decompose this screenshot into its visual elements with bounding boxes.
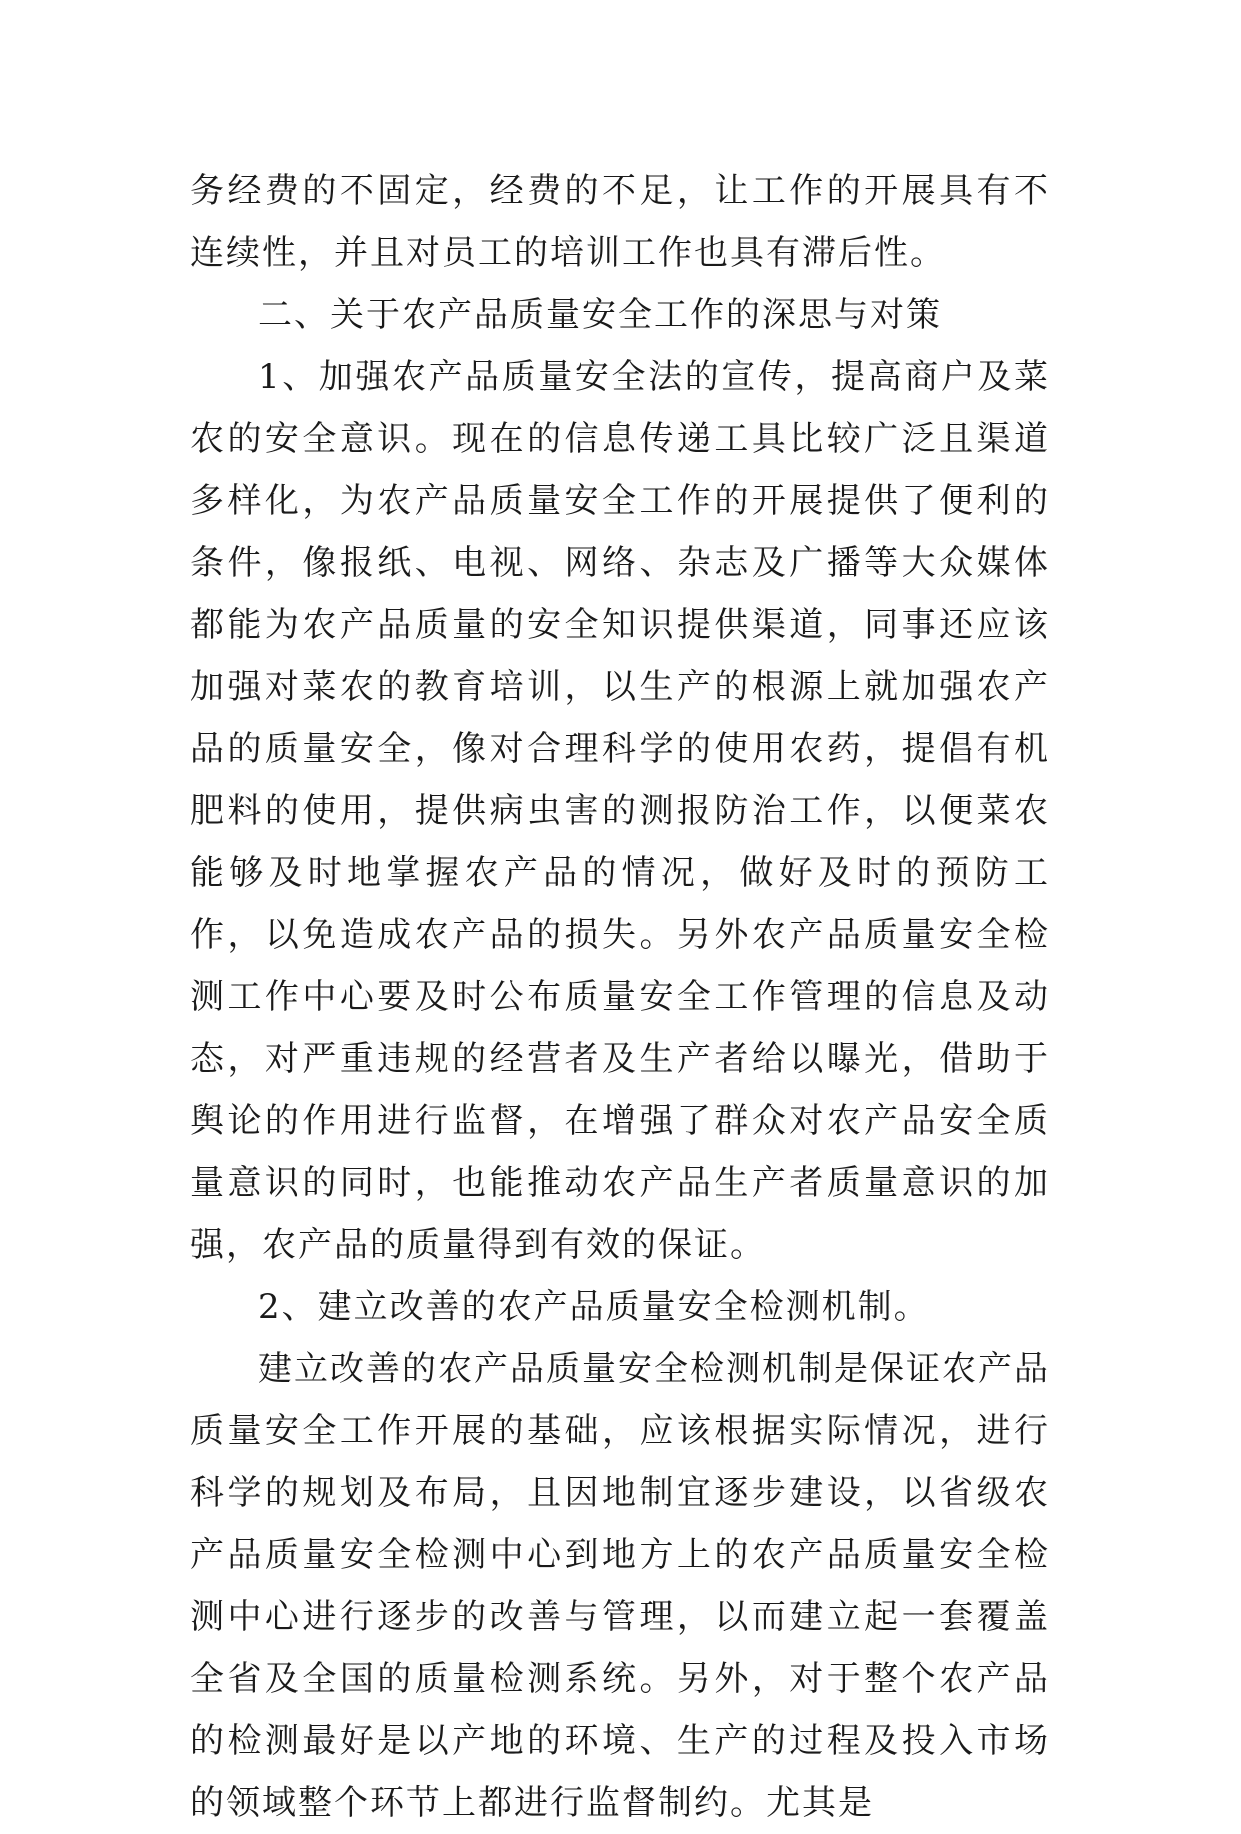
paragraph-continuation: 务经费的不固定，经费的不足，让工作的开展具有不连续性，并且对员工的培训工作也具有滞后性。 xyxy=(190,171,1050,273)
section-heading: 二、关于农产品质量安全工作的深思与对策 xyxy=(258,295,942,335)
paragraph-point-one: 1、加强农产品质量安全法的宣传，提高商户及菜农的安全意识。现在的信息传递工具比较广泛且渠道多样化，为农产品质量安全工作的开展提供了便利的条件，像报纸、电视、网络、杂志及广播等大众媒体都能为农产品质量的安全知识提供渠道，同事还应该加强对菜农的教育培训，以生产的根源上就加强农产品的质量安全，像对合理科学的使用农药，提倡有机肥料的使用，提供病虫害的测报防治工作，以便菜农能够及时地掌握农产品的情况，做好及时的预防工作，以免造成农产品的损失。另外农产品质量安全检测工作中心要及时公布质量安全工作管理的信息及动态，对严重违规的经营者及生产者给以曝光，借助于舆论的作用进行监督，在增强了群众对农产品安全质量意识的同时，也能推动农产品生产者质量意识的加强，农产品的质量得到有效的保证。 xyxy=(190,357,1050,1265)
paragraph-point-two: 建立改善的农产品质量安全检测机制是保证农产品质量安全工作开展的基础，应该根据实际情况，进行科学的规划及布局，且因地制宜逐步建设，以省级农产品质量安全检测中心到地方上的农产品质量安全检测中心进行逐步的改善与管理，以而建立起一套覆盖全省及全国的质量检测系统。另外，对于整个农产品的检测最好是以产地的环境、生产的过程及投入市场的领域整个环节上都进行监督制约。尤其是 xyxy=(190,1349,1050,1823)
subsection-heading: 2、建立改善的农产品质量安全检测机制。 xyxy=(258,1287,930,1327)
document-body xyxy=(190,160,1050,1834)
